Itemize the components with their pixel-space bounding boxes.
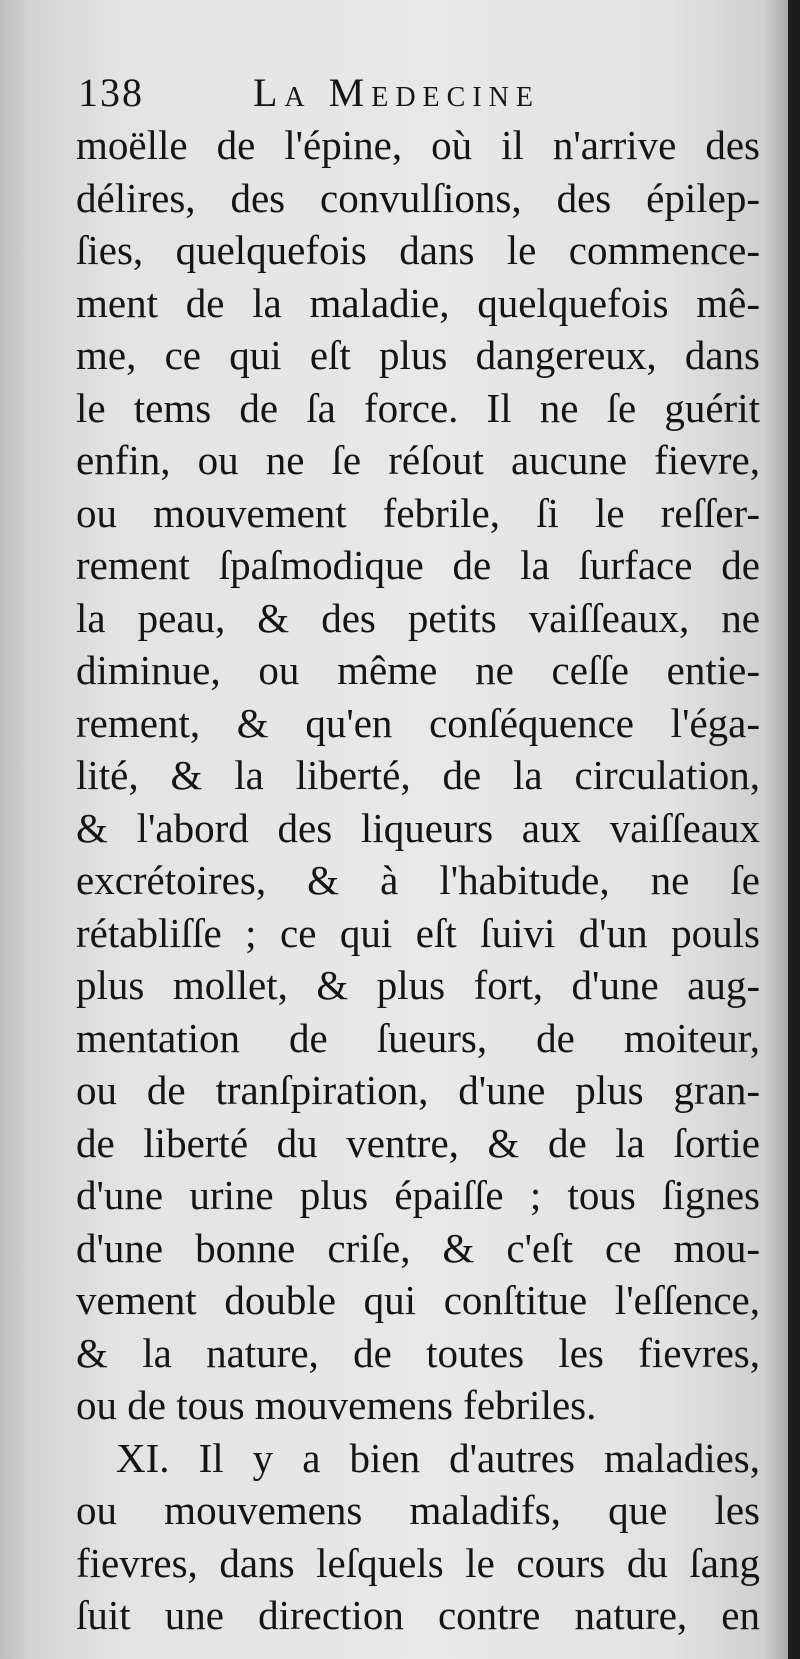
text-line: le tems de ſa force. Il ne ſe guérit (76, 384, 760, 431)
text-line: plus mollet, & plus fort, d'une aug- (76, 962, 760, 1008)
text-line: d'une bonne criſe, & c'eſt ce mou- (76, 1224, 760, 1271)
text-line: ou mouvemens maladifs, que les (76, 1487, 760, 1533)
body-text (76, 119, 760, 1642)
page-edge-shadow (788, 0, 800, 1659)
text-line: fievres, dans leſquels le cours du ſang (76, 1539, 760, 1586)
text-line: excrétoires, & à l'habitude, ne ſe (76, 857, 760, 903)
text-line: délires, des convulſions, des épilep- (76, 174, 760, 221)
text-line: & l'abord des liqueurs aux vaiſſeaux (76, 804, 760, 851)
page-number: 138 (78, 70, 144, 115)
text-line: enfin, ou ne ſe réſout aucune fievre, (76, 437, 760, 483)
text-line: lité, & la liberté, de la circulation, (76, 752, 760, 798)
text-line: me, ce qui eſt plus dangereux, dans (76, 332, 760, 378)
text-line: mentation de ſueurs, de moiteur, (76, 1014, 760, 1061)
text-line: de liberté du ventre, & de la ſortie (76, 1119, 760, 1166)
text-line: ment de la maladie, quelquefois mê- (76, 279, 760, 326)
text-line: vement double qui conſtitue l'eſſence, (76, 1277, 760, 1323)
text-line: rement, & qu'en conſéquence l'éga- (76, 699, 760, 746)
text-line: d'une urine plus épaiſſe ; tous ſignes (76, 1172, 760, 1218)
text-line: ou mouvement febrile, ſi le reſſer- (76, 489, 760, 536)
text-line: & la nature, de toutes les fievres, (76, 1329, 760, 1376)
text-line: la peau, & des petits vaiſſeaux, ne (76, 594, 760, 641)
text-line: moëlle de l'épine, où il n'arrive des (76, 122, 760, 168)
text-line: rétabliſſe ; ce qui eſt ſuivi d'un pouls (76, 909, 760, 956)
text-line: XI. Il y a bien d'autres maladies, (116, 1434, 760, 1481)
text-line: ſies, quelquefois dans le commence- (76, 227, 760, 273)
running-title: La Medecine (253, 70, 540, 115)
text-line: ſuit une direction contre nature, en (76, 1592, 760, 1638)
text-line: ou de tous mouvemens febriles. (76, 1382, 597, 1428)
text-line: ou de tranſpiration, d'une plus gran- (76, 1067, 760, 1113)
text-line: rement ſpaſmodique de la ſurface de (76, 542, 760, 588)
page-header (78, 62, 758, 122)
text-line: diminue, ou même ne ceſſe entie- (76, 647, 760, 693)
